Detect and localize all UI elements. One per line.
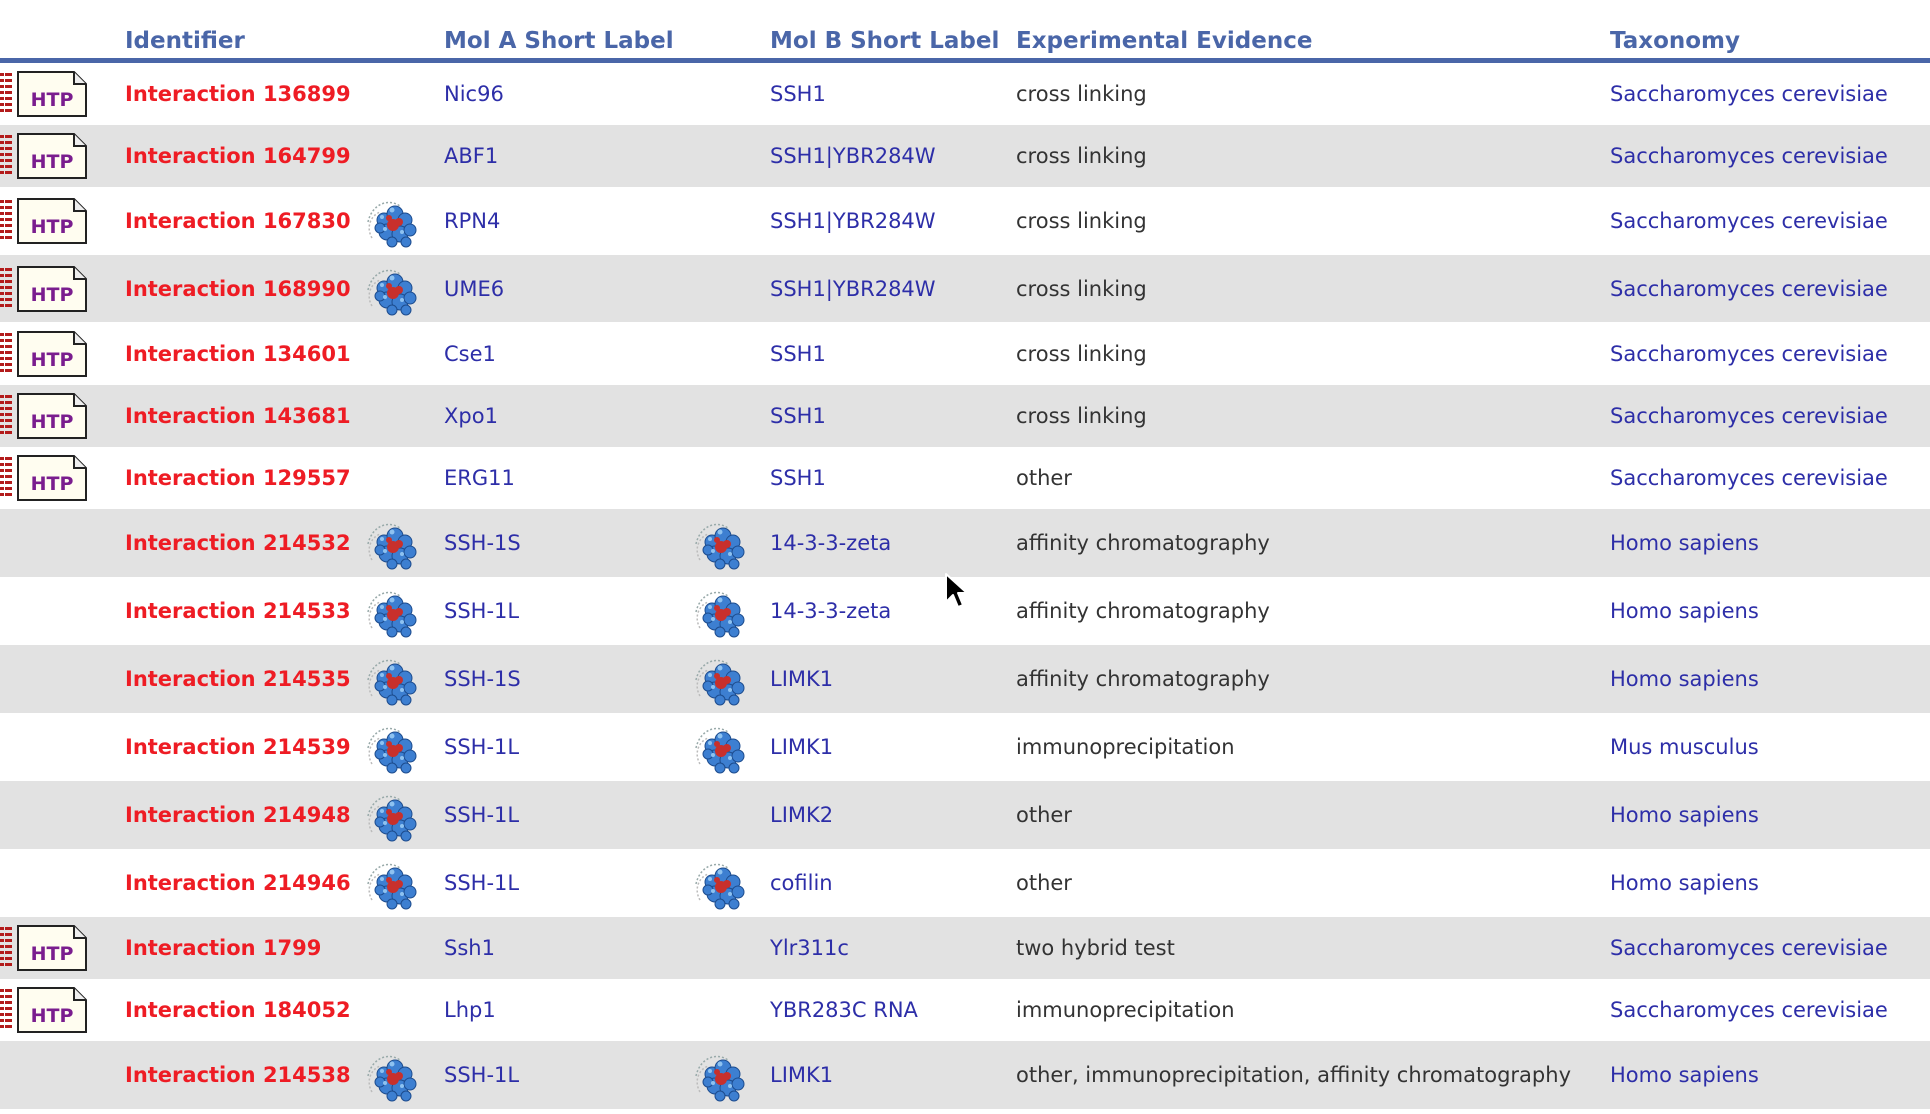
interaction-identifier-link[interactable]: Interaction 214532 <box>125 531 351 555</box>
protein-structure-icon[interactable] <box>362 786 424 844</box>
mol-b-label-link[interactable]: 14-3-3-zeta <box>770 599 892 623</box>
protein-structure-icon[interactable] <box>690 582 752 640</box>
mol-a-label-link[interactable]: SSH-1L <box>444 735 520 759</box>
taxonomy-link[interactable]: Homo sapiens <box>1610 667 1759 691</box>
column-header-mol-b[interactable]: Mol B Short Label <box>770 28 1000 54</box>
experimental-evidence-text: other <box>1016 466 1072 490</box>
mol-a-label-link[interactable]: SSH-1L <box>444 803 520 827</box>
svg-text:HTP: HTP <box>30 216 74 238</box>
table-row <box>0 255 1930 322</box>
table-row <box>0 781 1930 849</box>
htp-document-icon[interactable] <box>0 71 88 117</box>
mol-a-label-link[interactable]: SSH-1S <box>444 667 521 691</box>
mol-b-label-link[interactable]: LIMK2 <box>770 803 834 827</box>
taxonomy-link[interactable]: Homo sapiens <box>1610 1063 1759 1087</box>
taxonomy-link[interactable]: Saccharomyces cerevisiae <box>1610 82 1888 106</box>
column-header-taxonomy[interactable]: Taxonomy <box>1610 28 1741 54</box>
htp-document-icon[interactable] <box>0 987 88 1033</box>
experimental-evidence-text: immunoprecipitation <box>1016 998 1235 1022</box>
protein-structure-icon[interactable] <box>690 514 752 572</box>
protein-structure-icon[interactable] <box>690 854 752 912</box>
mol-a-label-link[interactable]: RPN4 <box>444 209 501 233</box>
experimental-evidence-text: cross linking <box>1016 82 1147 106</box>
htp-document-icon[interactable] <box>0 331 88 377</box>
mol-b-label-link[interactable]: LIMK1 <box>770 667 834 691</box>
column-header-identifier[interactable]: Identifier <box>125 28 245 54</box>
htp-document-icon[interactable] <box>0 393 88 439</box>
mol-a-label-link[interactable]: Xpo1 <box>444 404 498 428</box>
mouse-pointer-icon <box>944 572 968 610</box>
protein-structure-icon[interactable] <box>690 1046 752 1104</box>
experimental-evidence-text: other <box>1016 803 1072 827</box>
table-row <box>0 125 1930 187</box>
table-row <box>0 849 1930 917</box>
column-header-evidence[interactable]: Experimental Evidence <box>1016 28 1313 54</box>
taxonomy-link[interactable]: Homo sapiens <box>1610 531 1759 555</box>
taxonomy-link[interactable]: Mus musculus <box>1610 735 1759 759</box>
mol-a-label-link[interactable]: SSH-1L <box>444 871 520 895</box>
mol-a-label-link[interactable]: SSH-1S <box>444 531 521 555</box>
mol-a-label-link[interactable]: ERG11 <box>444 466 515 490</box>
mol-b-label-link[interactable]: Ylr311c <box>770 936 849 960</box>
mol-a-label-link[interactable]: ABF1 <box>444 144 499 168</box>
mol-a-label-link[interactable]: SSH-1L <box>444 1063 520 1087</box>
interaction-identifier-link[interactable]: Interaction 136899 <box>125 82 351 106</box>
interaction-identifier-link[interactable]: Interaction 168990 <box>125 276 351 301</box>
htp-document-icon[interactable] <box>0 133 88 179</box>
interaction-identifier-link[interactable]: Interaction 214946 <box>125 871 351 895</box>
table-row <box>0 63 1930 125</box>
column-header-mol-a[interactable]: Mol A Short Label <box>444 28 674 54</box>
experimental-evidence-text: cross linking <box>1016 404 1147 428</box>
taxonomy-link[interactable]: Saccharomyces cerevisiae <box>1610 466 1888 490</box>
table-row <box>0 322 1930 385</box>
experimental-evidence-text: cross linking <box>1016 276 1147 301</box>
svg-text:HTP: HTP <box>30 283 74 306</box>
experimental-evidence-text: two hybrid test <box>1016 936 1175 960</box>
taxonomy-link[interactable]: Saccharomyces cerevisiae <box>1610 144 1888 168</box>
interaction-identifier-link[interactable]: Interaction 164799 <box>125 144 351 168</box>
interaction-identifier-link[interactable]: Interaction 214535 <box>125 667 351 691</box>
table-row <box>0 385 1930 447</box>
protein-structure-icon[interactable] <box>690 718 752 776</box>
taxonomy-link[interactable]: Homo sapiens <box>1610 871 1759 895</box>
experimental-evidence-text: other <box>1016 871 1072 895</box>
table-row <box>0 187 1930 255</box>
taxonomy-link[interactable]: Saccharomyces cerevisiae <box>1610 998 1888 1022</box>
taxonomy-link[interactable]: Homo sapiens <box>1610 803 1759 827</box>
svg-text:HTP: HTP <box>30 943 74 965</box>
mol-a-label-link[interactable]: Ssh1 <box>444 936 495 960</box>
protein-structure-icon[interactable] <box>362 1046 424 1104</box>
htp-document-icon[interactable] <box>0 198 88 244</box>
mol-a-label-link[interactable]: Lhp1 <box>444 998 496 1022</box>
mol-a-label-link[interactable]: SSH-1L <box>444 599 520 623</box>
mol-a-label-link[interactable]: Cse1 <box>444 341 496 366</box>
svg-text:HTP: HTP <box>30 89 74 111</box>
table-row <box>0 917 1930 979</box>
htp-document-icon[interactable] <box>0 925 88 971</box>
svg-text:HTP: HTP <box>30 151 74 173</box>
interaction-identifier-link[interactable]: Interaction 134601 <box>125 341 351 366</box>
experimental-evidence-text: cross linking <box>1016 209 1147 233</box>
experimental-evidence-text: affinity chromatography <box>1016 531 1270 555</box>
taxonomy-link[interactable]: Saccharomyces cerevisiae <box>1610 276 1888 301</box>
mol-b-label-link[interactable]: LIMK1 <box>770 1063 834 1087</box>
mol-b-label-link[interactable]: SSH1 <box>770 341 826 366</box>
interaction-identifier-link[interactable]: Interaction 1799 <box>125 936 322 960</box>
protein-structure-icon[interactable] <box>362 582 424 640</box>
mol-b-label-link[interactable]: cofilin <box>770 871 833 895</box>
taxonomy-link[interactable]: Homo sapiens <box>1610 599 1759 623</box>
table-row <box>0 645 1930 713</box>
mol-b-label-link[interactable]: SSH1 <box>770 466 826 490</box>
table-row <box>0 447 1930 509</box>
mol-b-label-link[interactable]: SSH1|YBR284W <box>770 276 936 301</box>
table-row <box>0 979 1930 1041</box>
mol-a-label-link[interactable]: UME6 <box>444 276 505 301</box>
mol-b-label-link[interactable]: LIMK1 <box>770 735 834 759</box>
interaction-identifier-link[interactable]: Interaction 214948 <box>125 803 351 827</box>
svg-text:HTP: HTP <box>30 411 74 433</box>
mol-b-label-link[interactable]: SSH1 <box>770 404 826 428</box>
experimental-evidence-text: other, immunoprecipitation, affinity chromatography <box>1016 1063 1571 1087</box>
taxonomy-link[interactable]: Saccharomyces cerevisiae <box>1610 936 1888 960</box>
mol-b-label-link[interactable]: SSH1|YBR284W <box>770 144 936 168</box>
protein-structure-icon[interactable] <box>362 718 424 776</box>
experimental-evidence-text: immunoprecipitation <box>1016 735 1235 759</box>
protein-structure-icon[interactable] <box>362 854 424 912</box>
interaction-identifier-link[interactable]: Interaction 167830 <box>125 209 351 233</box>
mol-b-label-link[interactable]: YBR283C RNA <box>770 998 918 1022</box>
mol-b-label-link[interactable]: 14-3-3-zeta <box>770 531 892 555</box>
taxonomy-link[interactable]: Saccharomyces cerevisiae <box>1610 341 1888 366</box>
svg-text:HTP: HTP <box>30 473 74 495</box>
experimental-evidence-text: cross linking <box>1016 341 1147 366</box>
protein-structure-icon[interactable] <box>362 192 424 250</box>
interaction-identifier-link[interactable]: Interaction 129557 <box>125 466 351 490</box>
mol-b-label-link[interactable]: SSH1 <box>770 82 826 106</box>
table-row <box>0 713 1930 781</box>
table-header <box>0 0 1930 63</box>
table-row <box>0 509 1930 577</box>
mol-b-label-link[interactable]: SSH1|YBR284W <box>770 209 936 233</box>
protein-structure-icon[interactable] <box>362 260 424 318</box>
protein-structure-icon[interactable] <box>690 650 752 708</box>
interaction-identifier-link[interactable]: Interaction 214538 <box>125 1063 351 1087</box>
taxonomy-link[interactable]: Saccharomyces cerevisiae <box>1610 404 1888 428</box>
table-row <box>0 1041 1930 1109</box>
experimental-evidence-text: affinity chromatography <box>1016 599 1270 623</box>
svg-text:HTP: HTP <box>30 1005 74 1027</box>
interaction-identifier-link[interactable]: Interaction 143681 <box>125 404 351 428</box>
interaction-identifier-link[interactable]: Interaction 214539 <box>125 735 351 759</box>
experimental-evidence-text: affinity chromatography <box>1016 667 1270 691</box>
experimental-evidence-text: cross linking <box>1016 144 1147 168</box>
htp-document-icon[interactable] <box>0 455 88 501</box>
htp-document-icon[interactable] <box>0 266 88 312</box>
mol-a-label-link[interactable]: Nic96 <box>444 82 504 106</box>
interaction-identifier-link[interactable]: Interaction 184052 <box>125 998 351 1022</box>
svg-text:HTP: HTP <box>30 348 74 371</box>
taxonomy-link[interactable]: Saccharomyces cerevisiae <box>1610 209 1888 233</box>
interaction-identifier-link[interactable]: Interaction 214533 <box>125 599 351 623</box>
protein-structure-icon[interactable] <box>362 650 424 708</box>
protein-structure-icon[interactable] <box>362 514 424 572</box>
